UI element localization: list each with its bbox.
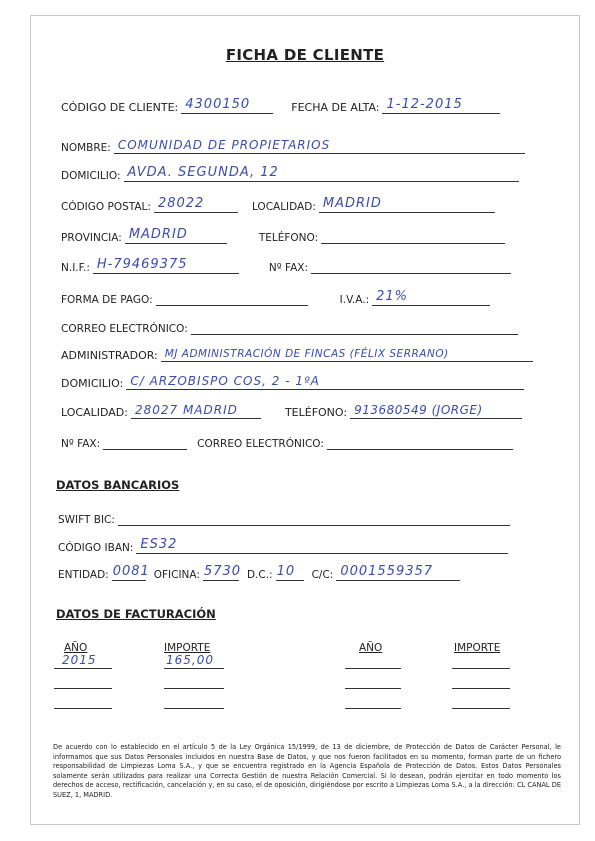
admin-address-value: C/ ARZOBISPO COS, 2 - 1ºA — [130, 374, 320, 388]
billing-year-cell[interactable] — [54, 694, 112, 709]
admin-phone-field[interactable] — [350, 403, 522, 419]
client-code-field[interactable] — [181, 98, 273, 114]
data-protection-notice: De acuerdo con lo establecido en el artículo 5 de la Ley Orgánica 15/1999, de 13 de diciembre, de Protección de Datos de Carácter Personal, le informamos que sus Datos Personales incluidos en nuestra Base de Datos, y que nos fueron facilitados en su momento, forman parte de un fichero responsabilidad de Limpiezas Loma S.A., y que se encuentra registrado en la Agencia Española de Protección de Datos. Estos Datos Personales solamente serán utilizados para realizar una Correcta Gestión de nuestra Relación Comercial. Si lo desean, podrán ejercitar en todo momento los derechos de acceso, rectificación, cancelación y, en su caso, el de oposición, dirigiéndose por escrito a Limpiezas Loma S.A., a la dirección: CL CANAL DE SUEZ, 1, MADRID. — [53, 743, 561, 799]
row-payment — [61, 290, 500, 306]
client-form-sheet — [30, 15, 580, 825]
iban-field[interactable] — [136, 538, 508, 554]
phone-label: TELÉFONO: — [258, 232, 319, 244]
phone-field[interactable] — [321, 228, 505, 244]
admin-fax-label: Nº FAX: — [61, 438, 101, 450]
nif-field[interactable] — [93, 258, 239, 274]
bank-entity-label: ENTIDAD: — [58, 569, 109, 581]
dc-value: 10 — [276, 564, 296, 579]
postal-code-value: 28022 — [157, 196, 205, 211]
row-admin-fax — [61, 434, 523, 450]
name-field[interactable] — [114, 138, 525, 154]
row-name — [61, 138, 535, 154]
address-value: AVDA. SEGUNDA, 12 — [127, 165, 279, 180]
admin-address-label: DOMICILIO: — [61, 377, 124, 390]
billing-amount-value: 165,00 — [166, 653, 214, 667]
province-label: PROVINCIA: — [61, 232, 122, 244]
bank-section-heading: DATOS BANCARIOS — [56, 478, 180, 492]
address-field[interactable] — [124, 166, 519, 182]
row-iban — [58, 538, 518, 554]
client-code-label: CÓDIGO DE CLIENTE: — [61, 101, 179, 114]
account-label: C/C: — [311, 569, 334, 581]
administrator-value: MJ ADMINISTRACIÓN DE FINCAS (FÉLIX SERRANO) — [164, 348, 449, 360]
postal-code-label: CÓDIGO POSTAL: — [61, 201, 151, 213]
admin-email-field[interactable] — [327, 434, 513, 450]
billing-section-heading: DATOS DE FACTURACIÓN — [56, 607, 216, 621]
vat-label: I.V.A.: — [339, 294, 370, 306]
row-email — [61, 319, 528, 335]
account-field[interactable] — [336, 565, 460, 581]
branch-label: OFICINA: — [153, 569, 200, 581]
row-address — [61, 166, 529, 182]
swift-label: SWIFT BIC: — [58, 514, 115, 526]
billing-year-cell[interactable] — [54, 654, 112, 669]
row-province — [61, 228, 515, 244]
address-label: DOMICILIO: — [61, 170, 121, 182]
province-value: MADRID — [128, 227, 188, 242]
signup-date-value: 1-12-2015 — [386, 97, 463, 112]
row-swift — [58, 510, 520, 526]
form-title: FICHA DE CLIENTE — [225, 46, 385, 64]
admin-fax-field[interactable] — [103, 434, 187, 450]
iban-label: CÓDIGO IBAN: — [58, 542, 134, 554]
billing-amount-cell[interactable] — [164, 694, 224, 709]
billing-year-cell[interactable] — [345, 674, 401, 689]
signup-date-field[interactable] — [382, 98, 500, 114]
account-value: 0001559357 — [340, 564, 434, 579]
row-admin-city — [61, 403, 532, 419]
admin-phone-label: TELÉFONO: — [284, 406, 348, 419]
branch-field[interactable] — [203, 564, 242, 581]
email-field[interactable] — [191, 319, 518, 335]
billing-year-value: 2015 — [62, 653, 97, 667]
row-nif — [61, 258, 521, 274]
dc-label: D.C.: — [246, 569, 273, 581]
postal-code-field[interactable] — [154, 197, 238, 213]
administrator-field[interactable] — [161, 346, 533, 362]
vat-field[interactable] — [372, 290, 490, 306]
billing-year-cell[interactable] — [345, 654, 401, 669]
nif-value: H-79469375 — [96, 257, 188, 272]
admin-email-label: CORREO ELECTRÓNICO: — [197, 438, 324, 450]
admin-city-label: LOCALIDAD: — [61, 406, 128, 419]
billing-year-cell[interactable] — [345, 694, 401, 709]
billing-amount-cell[interactable] — [452, 674, 510, 689]
client-code-value: 4300150 — [185, 97, 251, 112]
billing-amount-header-right: IMPORTE — [454, 642, 501, 654]
row-client-code — [61, 98, 510, 114]
city-value: MADRID — [322, 196, 382, 211]
email-label: CORREO ELECTRÓNICO: — [61, 323, 188, 335]
row-account — [58, 565, 470, 581]
billing-amount-cell[interactable] — [452, 654, 510, 669]
admin-phone-value: 913680549 (JORGE) — [354, 403, 483, 417]
branch-value: 5730 — [203, 564, 242, 579]
billing-amount-header-left: IMPORTE — [164, 642, 211, 654]
bank-entity-value: 0081 — [112, 564, 150, 579]
iban-value: ES32 — [140, 537, 178, 552]
billing-amount-cell[interactable] — [164, 654, 224, 669]
nif-label: N.I.F.: — [61, 262, 90, 274]
fax-label: Nº FAX: — [268, 262, 308, 274]
bank-entity-field[interactable] — [112, 564, 150, 581]
city-label: LOCALIDAD: — [251, 201, 316, 213]
billing-amount-cell[interactable] — [452, 694, 510, 709]
admin-city-field[interactable] — [131, 403, 261, 419]
billing-amount-cell[interactable] — [164, 674, 224, 689]
province-field[interactable] — [125, 228, 227, 244]
row-postal — [61, 197, 505, 213]
swift-field[interactable] — [118, 510, 510, 526]
city-field[interactable] — [319, 197, 495, 213]
row-administrator — [61, 346, 533, 362]
billing-year-header-right: AÑO — [359, 642, 383, 654]
admin-address-field[interactable] — [126, 374, 524, 390]
dc-field[interactable] — [276, 565, 304, 581]
fax-field[interactable] — [311, 258, 511, 274]
payment-method-field[interactable] — [156, 290, 308, 306]
row-admin-address — [61, 374, 534, 390]
name-value: COMUNIDAD DE PROPIETARIOS — [117, 138, 331, 152]
payment-method-label: FORMA DE PAGO: — [61, 294, 153, 306]
admin-city-value: 28027 MADRID — [134, 403, 238, 417]
billing-year-header-left: AÑO — [64, 642, 88, 654]
administrator-label: ADMINISTRADOR: — [61, 349, 158, 362]
vat-value: 21% — [376, 289, 409, 304]
billing-year-cell[interactable] — [54, 674, 112, 689]
signup-date-label: FECHA DE ALTA: — [291, 101, 380, 114]
name-label: NOMBRE: — [61, 142, 111, 154]
